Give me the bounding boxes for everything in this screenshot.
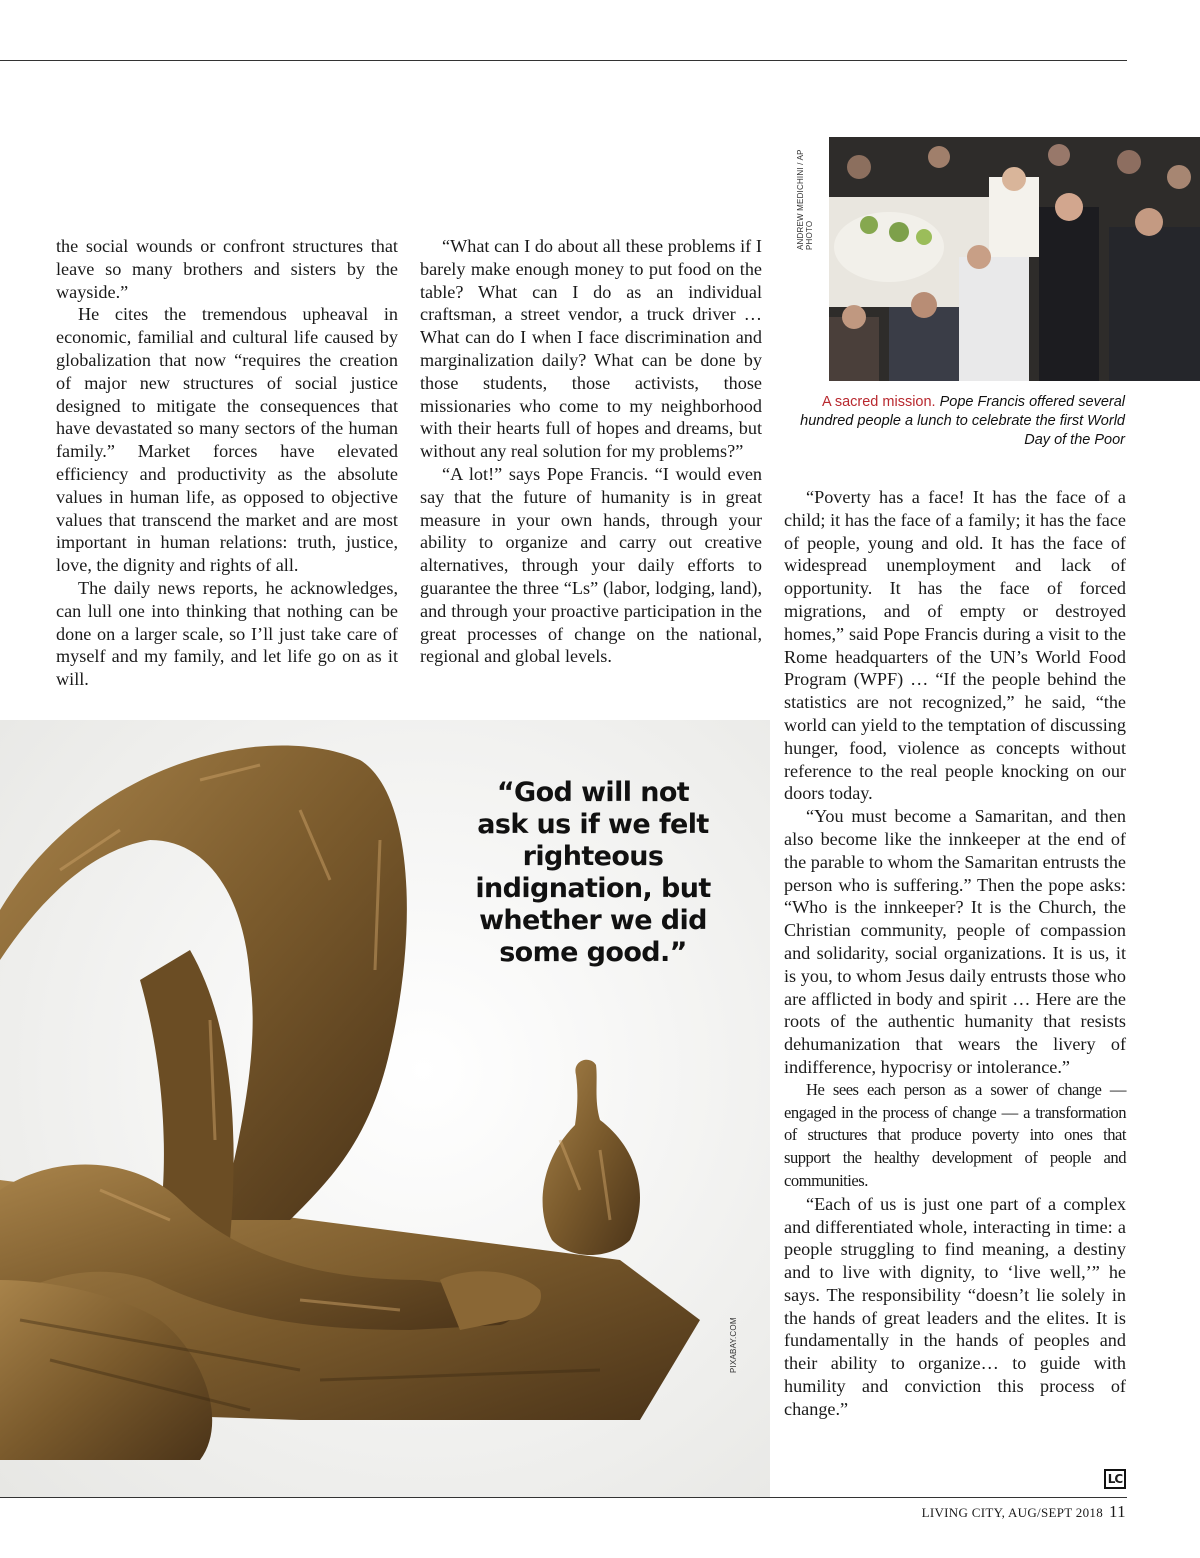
- paragraph: “Each of us is just one part of a complex and differentiated whole, interacting in time: a people struggling to find meaning, a destiny and to live with dignity, to ‘live well,’” he says. The responsibility “doesn’t lie solely in the hands of great leaders and the elites. It is fundamentally in the hands of peoples and their ability to organize… to guide with humility and conviction this process of change.”: [784, 1193, 1126, 1419]
- page-number: 11: [1109, 1502, 1126, 1521]
- pull-quote: “God will not ask us if we felt righteous indignation, but whether we did some good.”: [475, 777, 711, 968]
- publication-name: LIVING CITY, AUG/SEPT 2018: [921, 1505, 1104, 1520]
- photo-credit: ANDREW MEDICHINI / AP PHOTO: [796, 149, 814, 250]
- page-footer: [900, 1502, 1126, 1522]
- caption-text: Pope Francis offered several hundred people a lunch to celebrate the first World Day of the Poor: [800, 394, 1125, 448]
- article-column-1: [56, 235, 398, 691]
- top-rule: [0, 60, 1127, 61]
- paragraph: “You must become a Samaritan, and then also become like the innkeeper at the end of the parable to whom the Samaritan entrusts the person who is suffering.” Then the pope asks: “Who is the innkeeper? It is the Church, the Christian community, people of compassion and solidarity, social organizations. It is us, it is you, to whom Jesus daily entrusts those who are afflicted in body and spirit … Here are the roots of the authentic humanity that resists dehumanization that wears the livery of indifference, hypocrisy or intolerance.”: [784, 806, 1126, 1077]
- article-column-2: [420, 235, 762, 668]
- caption-lead: A sacred mission.: [821, 394, 936, 410]
- paragraph: The daily news reports, he acknowledges, can lull one into thinking that nothing can be done on a larger scale, so I’ll just take care of myself and my family, and let life go on as it will.: [56, 577, 398, 690]
- paragraph: “What can I do about all these problems if I barely make enough money to put food on the table? What can I do as an individual craftsman, a street vendor, a truck driver …What can do I when I face discrimination and marginalization daily? What can be done by those students, those activists, those missionaries who come to my neighborhood with their hearts full of hopes and dreams, but without any real solution for my problems?”: [420, 236, 762, 462]
- sculpture-credit: PIXABAY.COM: [729, 1317, 738, 1373]
- bottom-rule: [0, 1497, 1127, 1498]
- paragraph: He cites the tremendous upheaval in economic, familial and cultural life caused by globalization that now “requires the creation of major new structures of social justice designed to mitigate the consequences that have devastated so many sectors of the human family.” Market forces have elevated efficiency and productivity as the absolute values in human life, as opposed to objective values that transcend the market and are most important in human relations: truth, justice, love, the dignity and rights of all.: [56, 304, 398, 576]
- paragraph: “Poverty has a face! It has the face of a child; it has the face of a family; it has the face of people, young and old. It has the face of widespread unemployment and lack of opportunity. It has the face of forced migrations, and of empty or destroyed homes,” said Pope Francis during a visit to the Rome headquarters of the UN’s World Food Program (WPF) … “If the people behind the statistics are not recognized,” he said, “the world can yield to the temptation of discussing hunger, food, violence as concepts without reference to the real people knocking on our doors today.: [784, 487, 1126, 804]
- article-column-3: [784, 486, 1126, 1421]
- paragraph: He sees each person as a sower of change — engaged in the process of change — a transformation of structures that produce poverty into ones that support the healthy development of people and communities.: [784, 1079, 1126, 1190]
- photo-caption: [800, 393, 1125, 450]
- pope-lunch-photo: [829, 137, 1200, 381]
- paragraph: the social wounds or confront structures that leave so many brothers and sisters by the wayside.”: [56, 236, 398, 302]
- crowd-photo-image: [829, 137, 1200, 381]
- paragraph: “A lot!” says Pope Francis. “I would even say that the future of humanity is in great measure in your own hands, through your ability to organize and carry out creative alternatives, through your daily efforts to guarantee the three “Ls” (labor, lodging, land), and through your proactive participation in the great processes of change on the national, regional and global levels.: [420, 463, 762, 667]
- end-mark-logo: LC: [1104, 1469, 1126, 1489]
